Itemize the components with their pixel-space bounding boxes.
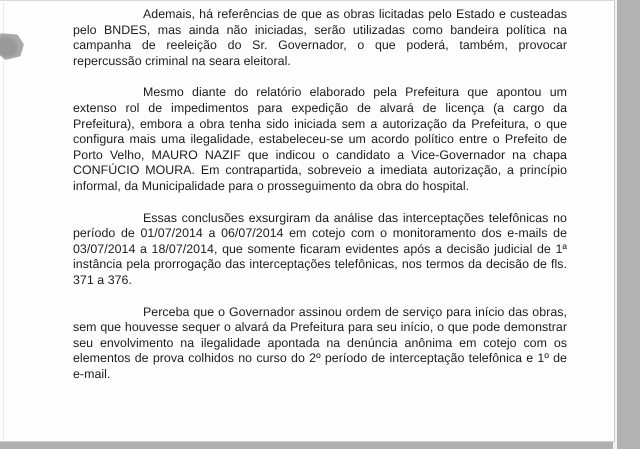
paragraph-4: Perceba que o Governador assinou ordem de serviço para início das obras, sem que houvesse sequer o alvará da Prefeitura para seu início, o que pode demonstrar seu envolvimento na ilegalidade apontada na denúncia anônima em cotejo com os elementos de prova colhidos no curso do 2º período de interceptação telefônica e 1º de e-mail.	[73, 304, 567, 381]
paragraph-3: Essas conclusões exsurgiram da análise das interceptações telefônicas no período de 01/07/2014 a 06/07/2014 em cotejo com o monitoramento dos e-mails de 03/07/2014 a 18/07/2014, que somente ficaram evidentes após a decisão judicial de 1ª instância pela prorrogação das interceptações telefônicas, nos termos da decisão de fls. 371 a 376.	[73, 210, 567, 287]
page-background-band	[617, 0, 640, 449]
document-text-body	[73, 7, 567, 382]
paragraph-2: Mesmo diante do relatório elaborado pela Prefeitura que apontou um extenso rol de impedimentos para expedição de alvará de licença (a cargo da Prefeitura), embora a obra tenha sido iniciada sem a autorização da Prefeitura, o que configura mais uma ilegalidade, estabeleceu-se um acordo político entre o Prefeito de Porto Velho, MAURO NAZIF que indicou o candidato a Vice-Governador na chapa CONFÚCIO MOURA. Em contrapartida, sobreveio a imediata autorização, a princípio informal, da Municipalidade para o prosseguimento da obra do hospital.	[73, 85, 567, 193]
paragraph-1: Ademais, há referências de que as obras licitadas pelo Estado e custeadas pelo BNDES, mas ainda não iniciadas, serão utilizadas como bandeira política na campanha de reeleição do Sr. Governador, o que poderá, também, provocar repercussão criminal na seara eleitoral.	[73, 7, 567, 68]
scan-frame-border	[3, 3, 4, 441]
